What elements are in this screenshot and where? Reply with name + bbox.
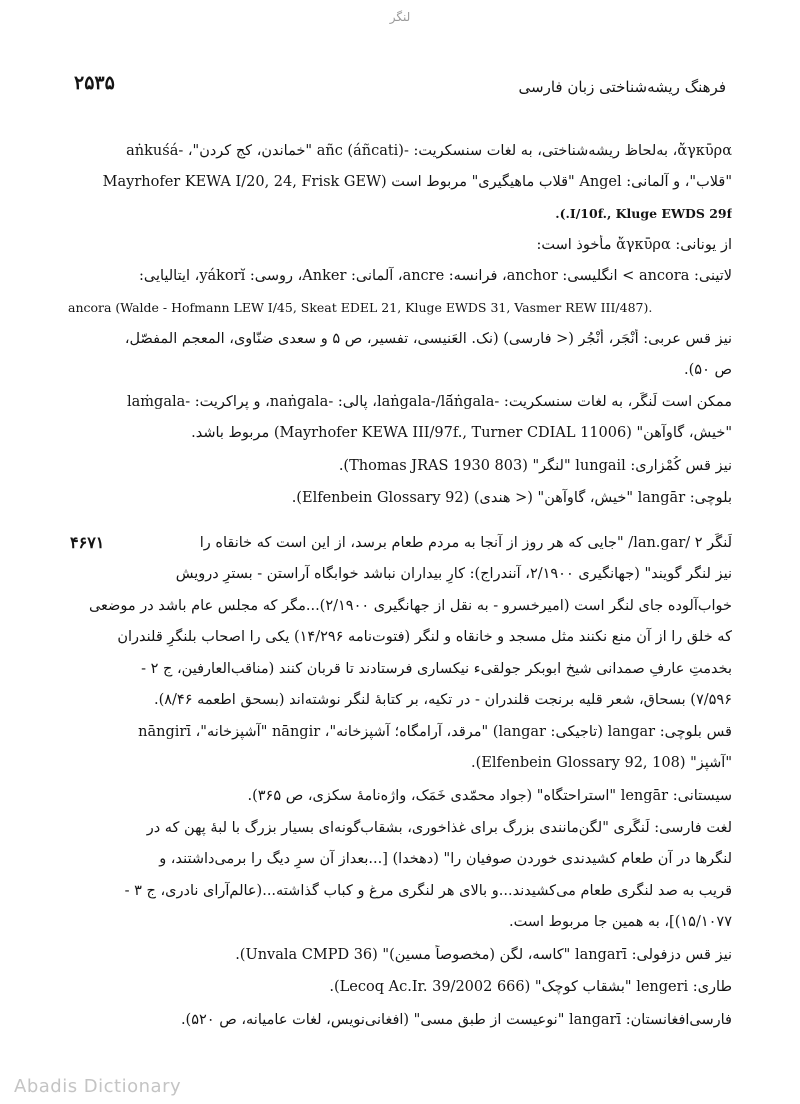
text-line: ممکن است لَنگَر، به لغات سنسکریت: -laṅgala-/lā́ṅgala، پالی: -naṅgala، و پراکریت: -laṁgala [127, 394, 732, 410]
watermark: Abadis Dictionary [14, 1076, 182, 1097]
text-line: قس بلوچی: langar (تاجیکی: langar) "مرقد، آرامگاه؛ آشپزخانه"، nāngir "آشپزخانه"، nāngirī [138, 724, 732, 740]
text-line: نیز قس دزفولی: langarī "کاسه، لگن (مخصوصاً مسین)" (Unvala CMPD 36). [235, 947, 732, 963]
text-line: از یونانی: ἄγκῡρα مأخوذ است: [536, 237, 732, 253]
text-line: فارسی‌افغانستان: langarī "نوعیست از طبق مسی" (افغانی‌نویس، لغات عامیانه، ص ۵۲۰). [180, 1012, 732, 1028]
text-line: "خیش، گاوآهن" (Mayrhofer KEWA III/97f., Turner CDIAL 11006) مربوط باشد. [191, 425, 732, 441]
text-line: سیستانی: lengār "استراحتگاه" (جواد محمّدی خَمَک، واژه‌نامهٔ سکزی، ص ۳۶۵). [247, 788, 732, 804]
text-line: طاری: lengeri "بشقاب کوچک" (Lecoq Ac.Ir. 39/2002 666). [329, 979, 732, 995]
text-line: قریب به صد لنگری طعام می‌کشیدند...و بالای هر لنگری مرغ و کباب گذاشته...(عالم‌آرای نادری، ج ۳ - [124, 883, 732, 899]
text-line: نیز قس عربی: أنْجَر، أنْجُر (< فارسی) (نک. العَنیسی، تفسیر، ص ۵ و سعدی ضنّاوی، المعجم المفصّل، [124, 331, 732, 347]
text-line: بخدمتِ عارفِ صمدانی شیخ ابوبکر جولقیء نیکساری فرستادند تا قربان کنند (مناقب‌العارفین، ج ۲ - [141, 661, 732, 677]
text-line: لنگرها در آن طعام کشیدندی خوردن صوفیان را" (دهخدا) [...بعداز آن سرِ دیگ را برمی‌داشتند، و [159, 851, 732, 867]
text-line: لاتینی: ancora > انگلیسی: anchor، فرانسه: ancre، آلمانی: Anker، روسی: yákorĭ، ایتالیایی: [138, 268, 732, 284]
entry-headword-line: لَنگَر ۲ /lan.gar/ "جایی که هر روز از آنجا به مردم طعام برسد، از این است که خانقاه را [199, 535, 732, 551]
text-line: نیز قس کُمْزاری: lungail "لنگر" (Thomas JRAS 1930 803). [338, 458, 732, 474]
text-line: خواب‌آلوده جای لنگر است (امیرخسرو - به نقل از جهانگیری ۲/۱۹۰۰)...مگر که مجلس عام باشد در موضعی [88, 598, 732, 614]
text-line: ص ۵۰). [684, 362, 732, 378]
text-line: ancora (Walde - Hofmann LEW I/45, Skeat EDEL 21, Kluge EWDS 31, Vasmer REW III/487). [68, 300, 653, 315]
text-line: ἄγκῡρα، به‌لحاظ ریشه‌شناختی، به لغات سنسکریت: -añc (áñcati) "خماندن، کج کردن"، -aṅkuśá [126, 143, 732, 159]
text-line: ۱۵/۱۰۷۷)]، به همین جا مربوط است. [508, 914, 732, 930]
entry-number: ۴۶۷۱ [70, 533, 105, 552]
text-line: بلوچی: langār "خیش، گاوآهن" (< هندی) (Elfenbein Glossary 92). [291, 490, 732, 506]
text-line: نیز لنگر گویند" (جهانگیری ۲/۱۹۰۰، آنندراج): کارِ بیداران نباشد خوابگاه آراستن - بسترِ درویش [175, 566, 732, 582]
text-line: که خلق را از آن منع نکنند مثل مسجد و خانقاه و لنگر (فتوت‌نامه ۱۴/۲۹۶) یکی را اصحاب بلنگرِ قلندران [117, 629, 732, 645]
text-line: I/10f., Kluge EWDS 29f.). [555, 206, 732, 221]
page-number: ۲۵۳۵ [74, 72, 115, 94]
text-line: "قلاب"، و آلمانی: Angel "قلاب ماهیگیری" مربوط است (Mayrhofer KEWA I/20, 24, Frisk GEW [102, 174, 732, 190]
page-top-label: لنگر [389, 10, 411, 24]
text-line: لغت فارسی: لَنگَری "لگن‌مانندی بزرگ برای غذاخوری، بشقاب‌گونه‌ای بسیار بزرگ با لبهٔ پهن که در [146, 820, 732, 836]
text-line: "آشپز" (Elfenbein Glossary 92, 108). [471, 755, 732, 771]
text-line: ۷/۵۹۶) بسحاق، شعر قلیه برنجت قلندران - در تکیه، بر کتابهٔ لنگر نوشته‌اند (بسحق اطعمه ۸/۴۶). [153, 692, 732, 708]
running-header-title: فرهنگ ریشه‌شناختی زبان فارسی [518, 78, 726, 96]
